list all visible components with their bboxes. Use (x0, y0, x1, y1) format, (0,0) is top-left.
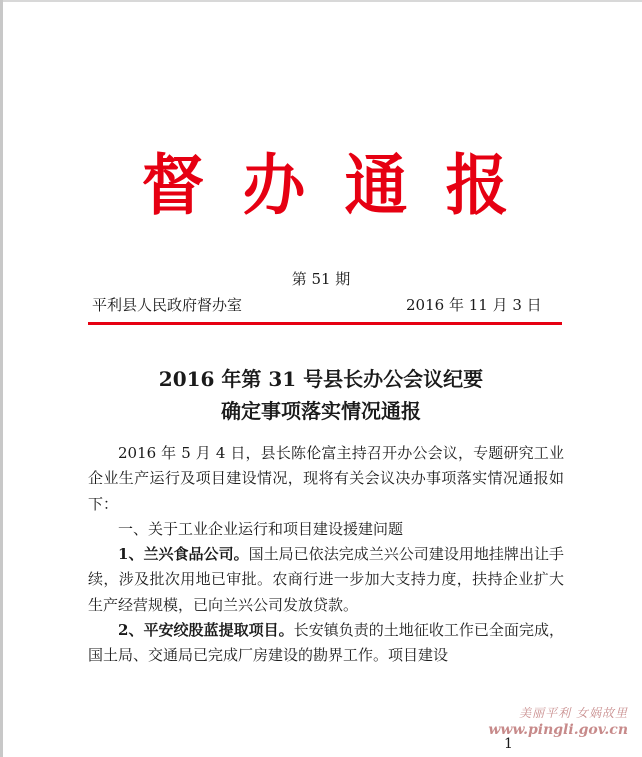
item-heading: 2、平安绞股蓝提取项目。 (118, 621, 294, 640)
section-heading: 一、关于工业企业运行和项目建设援建问题 (118, 519, 404, 538)
masthead-title (140, 140, 510, 230)
item-paragraph (88, 618, 564, 669)
issuing-office: 平利县人民政府督办室 (92, 296, 243, 314)
watermark-url: www.pingli.gov.cn (488, 722, 628, 738)
site-watermark (478, 705, 628, 739)
masthead-char: 督 (141, 146, 205, 224)
item-text: 国土局已依法完成兰兴公司建设用地挂牌出让手续，涉及批次用地已审批。农商行进一步加大支持力度，扶持企业扩大生产经营规模，已向兰兴公司发放贷款。 (88, 545, 564, 614)
masthead-char: 通 (344, 146, 408, 224)
intro-paragraph: 2016 年 5 月 4 日，县长陈伦富主持召开办公会议，专题研究工业企业生产运行及项目建设情况，现将有关会议决办事项落实情况通报如下： (88, 444, 564, 513)
document-title-line2: 确定事项落实情况通报 (221, 399, 421, 423)
masthead-char: 报 (445, 146, 509, 224)
document-title-line1: 2016 年第 31 号县长办公会议纪要 (158, 367, 484, 391)
item-paragraph (88, 542, 564, 618)
masthead-char: 办 (242, 146, 306, 224)
issue-number: 第 51 期 (291, 270, 351, 288)
page-top-edge (0, 0, 642, 2)
watermark-slogan: 美丽平利 女娲故里 (519, 706, 628, 720)
issue-date: 2016 年 11 月 3 日 (406, 296, 542, 314)
page-number: 1 (504, 736, 513, 752)
item-text: 长安镇负责的土地征收工作已全面完成，国土局、交通局已完成厂房建设的勘界工作。项目建设 (88, 621, 564, 665)
document-body (88, 441, 564, 669)
item-heading: 1、兰兴食品公司。 (118, 545, 249, 564)
red-separator-line (88, 322, 562, 325)
